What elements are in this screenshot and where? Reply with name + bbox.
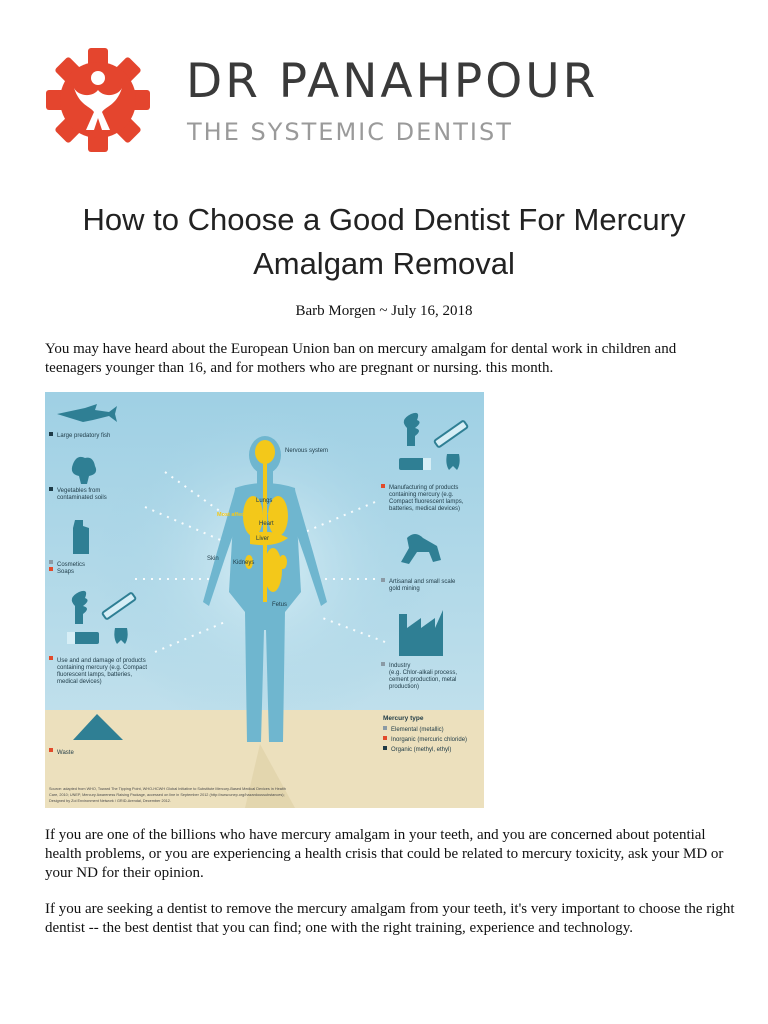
article-byline: Barb Morgen ~ July 16, 2018 xyxy=(295,303,473,319)
label-cosmetics: Cosmetics xyxy=(57,562,86,568)
label-manufacturing-3: Compact fluorescent lamps, xyxy=(389,499,464,505)
label-lungs: Lungs xyxy=(256,498,273,504)
label-fetus: Fetus xyxy=(272,602,288,608)
brand-logo-icon[interactable] xyxy=(44,46,152,154)
label-nervous-system: Nervous system xyxy=(285,448,329,454)
label-contaminated-soils: contaminated soils xyxy=(57,495,107,501)
legend-title: Mercury type xyxy=(383,715,424,722)
figure-source-line-3: Designed by Zoi Environment Network / GRID-Arendal, December 2012. xyxy=(49,799,171,803)
label-use-products-3: fluorescent lamps, batteries, xyxy=(57,672,133,678)
legend-item-elemental: Elemental (metallic) xyxy=(391,727,444,733)
paragraph-choose-dentist: If you are seeking a dentist to remove the mercury amalgam from your teeth, it's very important to choose the right dentist -- the best dentist that you can find; one with the right training, experience and technology. xyxy=(45,901,735,936)
legend-item-organic: Organic (methyl, ethyl) xyxy=(391,747,452,753)
paragraph-concern: If you are one of the billions who have mercury amalgam in your teeth, and you are concerned about potential health problems, or you are experiencing a health crisis that could be related to mercury toxicity, ask your MD or your ND for their opinion. xyxy=(45,827,724,881)
label-vegetables: Vegetables from xyxy=(57,488,101,494)
label-liver: Liver xyxy=(256,536,270,542)
brand-tagline: THE SYSTEMIC DENTIST xyxy=(187,118,513,146)
brand-name: DR PANAHPOUR xyxy=(186,54,599,109)
label-manufacturing-4: batteries, medical devices) xyxy=(389,506,461,512)
label-waste: Waste xyxy=(57,750,74,756)
legend-item-inorganic: Inorganic (mercuric chloride) xyxy=(391,737,468,743)
label-industry-4: production) xyxy=(389,684,420,690)
label-skin: Skin xyxy=(207,556,219,562)
label-heart: Heart xyxy=(259,521,274,527)
label-artisanal-mining-1: Artisanal and small scale xyxy=(389,579,456,585)
label-kidneys: Kidneys xyxy=(233,560,255,566)
figure-source-line-1: Source: adapted from WHO, Toward The Tipping Point, WHO-HCWH Global Initiative to Substitute Mercury-Based Medical Devices in Health xyxy=(49,787,286,791)
label-industry-3: cement production, metal xyxy=(389,677,457,683)
label-soaps: Soaps xyxy=(57,569,75,575)
label-industry: Industry xyxy=(389,663,411,669)
label-use-products-2: containing mercury (e.g. Compact xyxy=(57,665,148,671)
paragraph-intro: You may have heard about the European Union ban on mercury amalgam for dental work in children and teenagers younger than 16, and for mothers who are pregnant or nursing. this month. xyxy=(45,341,677,376)
label-large-predatory-fish: Large predatory fish xyxy=(57,433,111,439)
mercury-exposure-infographic xyxy=(45,392,484,808)
label-artisanal-mining-2: gold mining xyxy=(389,586,420,592)
figure-source-line-2: Care, 2010; UNEP, Mercury Awareness Raising Package, accessed on line in September 2012 (http://www.unep.org/hazardoussubstances); xyxy=(49,793,285,797)
label-manufacturing-1: Manufacturing of products xyxy=(389,485,459,491)
label-industry-2: (e.g. Chlor-alkali process, xyxy=(389,670,458,676)
label-manufacturing-2: containing mercury (e.g. xyxy=(389,492,454,498)
label-most-affected-organs: Most affected organs xyxy=(217,512,273,518)
label-use-products-1: Use and and damage of products xyxy=(57,658,146,664)
label-use-products-4: medical devices) xyxy=(57,679,102,685)
article-title: How to Choose a Good Dentist For Mercury Amalgam Removal xyxy=(82,202,686,281)
